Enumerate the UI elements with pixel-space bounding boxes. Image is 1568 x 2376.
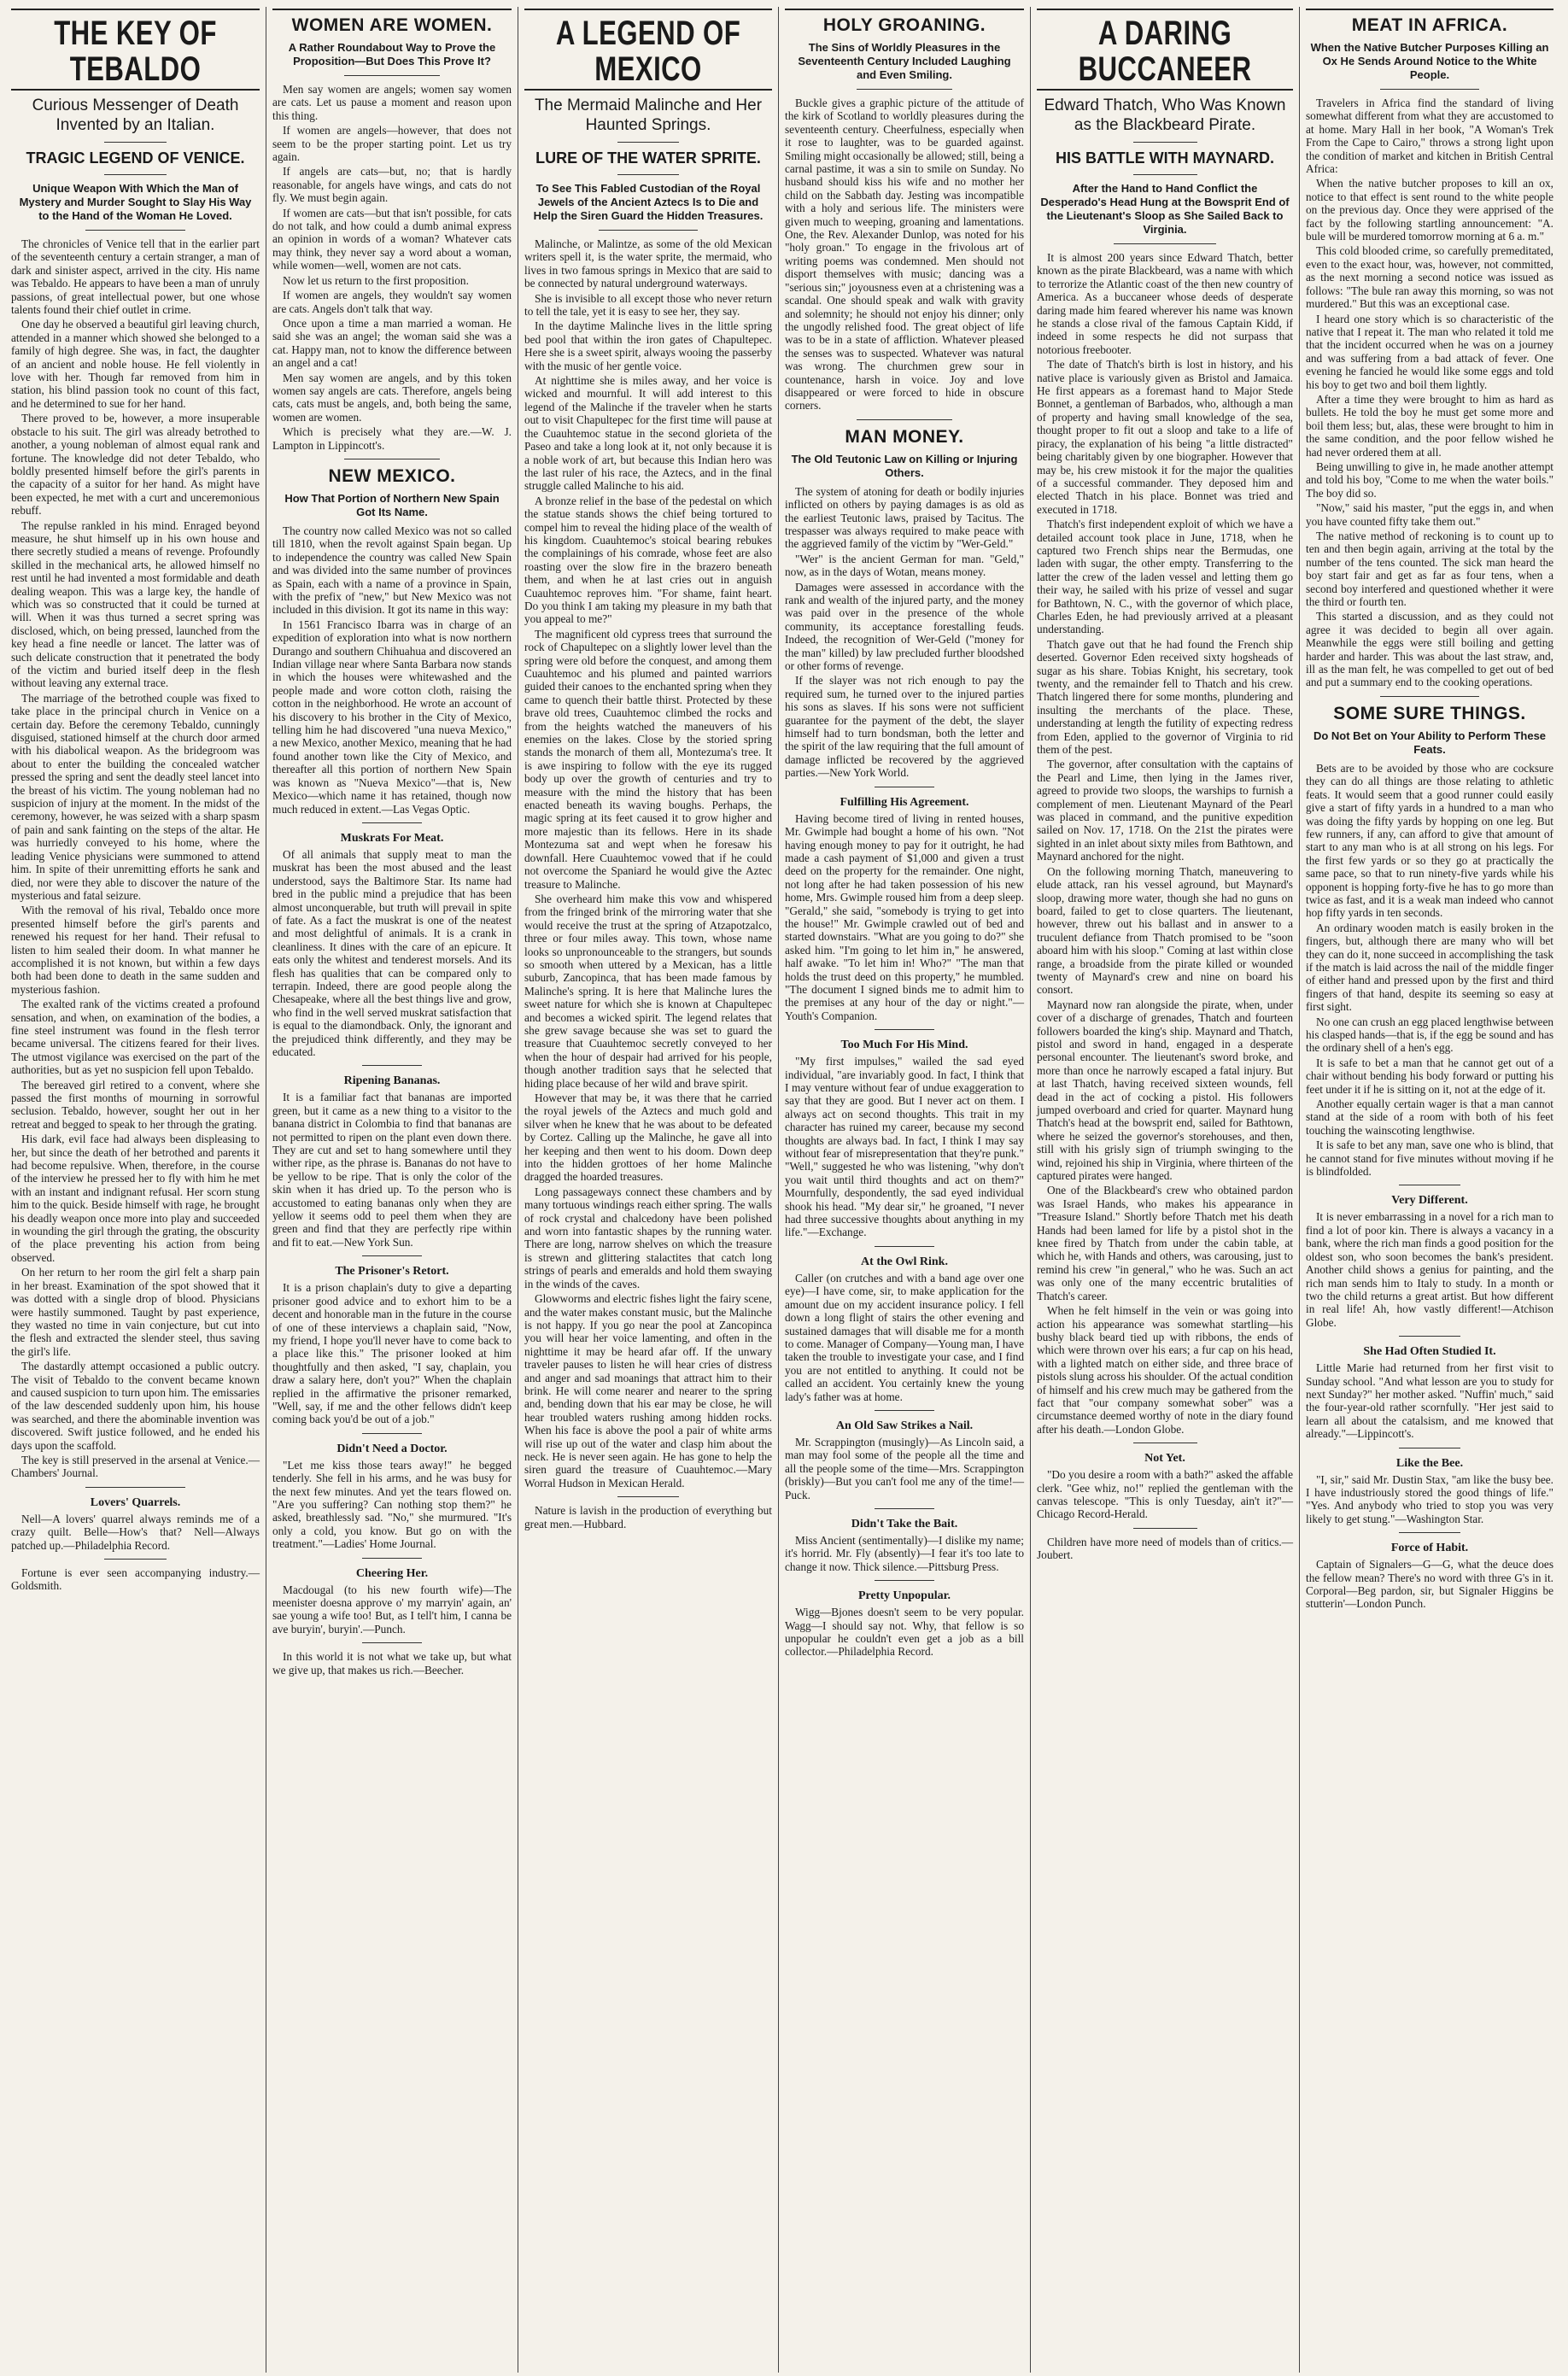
deck: Curious Messenger of Death Invented by an Italian. <box>32 97 239 134</box>
article-paragraph: After a time they were brought to him as hard as bullets. He told the boy he must get some more and boil them less; but, alas, these were brought to him in the same condition, and the poor fellow wished he had never ordered them at all. <box>1306 392 1553 459</box>
item-title: Force of Habit. <box>1390 1542 1469 1555</box>
subhead: LURE OF THE WATER SPRITE. <box>535 149 761 167</box>
article-paragraph: If women are angels—however, that does not seem to be the proper starting point. Let us try again. <box>272 124 512 164</box>
column-daring-buccaneer <box>1030 7 1299 2373</box>
item-text: Nature is lavish in the production of everything but great men.—Hubbard. <box>524 1504 772 1530</box>
divider <box>344 75 440 76</box>
divider <box>362 1558 422 1559</box>
divider <box>875 1580 934 1581</box>
item-title: At the Owl Rink. <box>861 1255 948 1268</box>
deck: The Mermaid Malinche and Her Haunted Springs. <box>534 97 763 134</box>
article-paragraph: The dastardly attempt occasioned a public outcry. The visit of Tebaldo to the convent became known and caused suspicion to turn upon him. The emissaries of the law descended suddenly upon him, his house was searched, and there the abominable invention was discovered. Swift justice followed, and he ended his days upon the scaffold. <box>11 1360 260 1452</box>
column-top-rule <box>1306 9 1553 10</box>
article-paragraph: She overheard him make this vow and whispered from the fringed brink of the mirroring water that she would receive the trust at the spring of Atzapotzalco, three or four miles away. This town, whose name looks so unpronounceable to the strangers, but sounds so smooth when uttered by a Mexican, has a little suburb, Zancopinca, that has been made famous by Malinche's spring. It is here that Malinche lures the sweet nature for which she is known at Chapultepec and becomes a wicked spirit. The legend relates that she grew savage because she was set to guard the treasure that Cuauhtemoc secretly conveyed to her when the hour of despair had arrived for his people, though another tradition says that he selected that hiding place because of her wild and brave spirit. <box>524 892 772 1090</box>
section-summary: How That Portion of Northern New Spain Got Its Name. <box>284 491 500 518</box>
article-paragraph: Glowworms and electric fishes light the fairy scene, and the water makes constant music, but the Malinche is not happy. If you go near the pool at Zancopinca you will hear her voice lamenting, and often in the nighttime it may be heard afar off. If the unwary traveler pauses to listen he will hear cries of distress and anger and sad moanings that attract him to their brink. He will come nearer and nearer to the spring and, bending down that his ear may be close, he will hear troubled waters rushing among hidden rocks. When his face is above the pool a pair of white arms will rise up out of the water and clasp him about the neck. He is never seen again. He has gone to help the siren guard the treasure of Cuauhtemoc.—Mary Worral Hudson in Mexican Herald. <box>524 1292 772 1489</box>
article-paragraph: One of the Blackbeard's crew who obtained pardon was Israel Hands, who makes his appearance in "Treasure Island." Shortly before Thatch met his death Hands had been lamed for life by a pistol shot in the knee fired by Thatch from under the cabin table, at which he, with Hands and others, was carousing, just to remind his crew "in general," who he was. Such an act was only one of the many eccentric brutalities of Thatch's career. <box>1037 1184 1293 1302</box>
divider <box>875 1410 934 1411</box>
headline: HOLY GROANING. <box>822 15 986 35</box>
article-paragraph: On the following morning Thatch, maneuvering to elude attack, ran his vessel aground, but Maynard's sloop, drawing more water, though she had no guns on board, failed to get to close quarters. The lieutenant, however, threw out his ballast and in answer to a truculent defiance from Thatch promised to be "soon aboard him with his sloop." Coming at last within close range, a broadside from the pirate killed or wounded twenty of Maynard's crew and nine on board his consort. <box>1037 864 1293 997</box>
article-paragraph: When the native butcher proposes to kill an ox, notice to that effect is sent round to the white people on the previous day. Once they were apprised of the fact by the following startling announcement: "A. bule will be murdered tomorrow morning at 6 a. m." <box>1306 177 1553 243</box>
article-paragraph: Now let us return to the first proposition. <box>283 273 469 287</box>
section-title: MAN MONEY. <box>845 426 964 447</box>
column-legend-of-mexico <box>518 7 778 2373</box>
item-text: Wigg—Bjones doesn't seem to be very popular. Wagg—I should say not. Why, that fellow is so unpopular he couldn't even get a job as a bill collector.—Philadelphia Record. <box>785 1606 1024 1659</box>
article-paragraph: His dark, evil face had always been displeasing to her, but since the death of her betrothed and parents it had become repulsive. When, therefore, in the course of the interview he pressed her to fly with him he met with an instant and indignant refusal. Her scorn stung him to the quick. Beside himself with rage, he brought his deadly weapon once more into play and succeeded in wounding the girl through the grating, the obscurity of the place preventing his action from being observed. <box>11 1132 260 1264</box>
divider <box>857 419 952 420</box>
subhead: TRAGIC LEGEND OF VENICE. <box>26 149 245 167</box>
article-paragraph: This started a discussion, and as they could not agree it was decided to begin all over again. Meanwhile the eggs were still boiling and getting harder and harder. This was about the last straw, and, ill as the man felt, he was compelled to get out of bed and put a summary end to the cooking operations. <box>1306 610 1553 689</box>
item-title: Very Different. <box>1391 1194 1468 1208</box>
summary: A Rather Roundabout Way to Prove the Proposition—But Does This Prove It? <box>288 41 496 67</box>
article-paragraph: It is almost 200 years since Edward Thatch, better known as the pirate Blackbeard, was a name with which to terrorize the Atlantic coast of the then new country of America. As a buccaneer whose deeds of desperate daring made him feared wherever his name was known he stands a close rival of the famous Captain Kidd, if indeed in some respects he did not surpass that notorious freebooter. <box>1037 251 1293 356</box>
article-paragraph: When he felt himself in the vein or was going into action his appearance was somewhat startling—his bushy black beard tied up with ribbons, the ends of which were thrown over his ears; a fur cap on his head, with a lighted match on either side, and three brace of pistols slung across his shoulder. Of the actual condition of himself and his crew much may be gathered from the fact that "our company somewhat sober" was a circumstance deemed worthy of note in the diary found after his death.—London Globe. <box>1037 1304 1293 1436</box>
divider <box>1133 1528 1197 1529</box>
divider <box>104 1559 167 1560</box>
item-text: In this world it is not what we take up, but what we give up, that makes us rich.—Beecher. <box>272 1650 512 1677</box>
headline: WOMEN ARE WOMEN. <box>291 15 493 35</box>
section-summary: The Old Teutonic Law on Killing or Injuring Others. <box>791 452 1018 479</box>
article-paragraph: Buckle gives a graphic picture of the attitude of the kirk of Scotland to worldly pleasures during the seventeenth century. Cheerfulness, especially when it rose to laughter, was to be guarded against. Smiling might occasionally be allowed; still, being a carnal pastime, it was a sin to smile on Sunday. No husband should kiss his wife and no mother her child on the Sabbath day. Jesting was incompatible with a holy and serious life. The ministers were given much to weeping, groaning and lamentations. One, the Rev. Alexander Dunlop, was noted for his "holy groan." To engage in the frivolous art of writing poems was condemned. Men should not disport themselves with music; dancing was a "serious sin;" joyousness even at a christening was a scandal. One should speak and walk with gravity and solemnity; he should not enjoy his dinner; only the ungodly relished food. The great object of life was to be in a state of affliction. Whatever pleased the senses was to suspected. Whatever was natural was wrong. The churchmen grew sour in countenance, harsh in voice. Joy and love disappeared or were forced to hide in obscure corners. <box>785 97 1024 413</box>
article-paragraph: The country now called Mexico was not so called till 1810, when the revolt against Spain began. Up to independence the country was called New Spain and was divided into the same number of provinces as Spain, each with a name of a province in Spain, with the prefix of "new," but New Mexico was not included in this division. It got its name in this way: <box>272 524 512 617</box>
article-paragraph: There proved to be, however, a more insuperable obstacle to his suit. The girl was already betrothed to another, a young nobleman of almost equal rank and fortune. The knowledge did not deter Tebaldo, who boldly presented himself before the girl's parents in the capacity of a suitor for her hand. As might have been expected, he met with a curt and unceremonious rebuff. <box>11 412 260 518</box>
article-paragraph: Being unwilling to give in, he made another attempt and told his boy, "Come to me when the water boils." The boy did so. <box>1306 459 1553 500</box>
article-paragraph: This cold blooded crime, so carefully premeditated, even to the exact hour, was, however, not committed, as the next morning a second notice was issued as follows: "The bule ran away this morning, so was not murdered." But this was an exceptional case. <box>1306 244 1553 311</box>
article-paragraph: The chronicles of Venice tell that in the earlier part of the seventeenth century a certain stranger, a man of dark and sinister aspect, arrived in the city. His name was Tebaldo. He appears to have been a man of unruly passions, of great intellectual power, but one whose talents found their chief outlet in crime. <box>11 237 260 317</box>
article-paragraph: The date of Thatch's birth is lost in history, and his native place is variously given as Bristol and Jamaica. He first appears as a foremast hand to Major Stede Bonnet, a gentleman of Barbados, who, although a man of property and having small knowledge of the sea, thought proper to fit out a sloop and take to a life of piracy, the explanation of his being "a little distracted" being charitably given by one biographer. However that may be, his crew mistook it for the major the qualities of a successful commander. They deposed him and elected Thatch in his place. Bonnet was tried and executed in 1718. <box>1037 358 1293 516</box>
item-title: The Prisoner's Retort. <box>335 1265 449 1279</box>
column-top-rule <box>785 9 1024 10</box>
article-paragraph: Thatch's first independent exploit of which we have a detailed account took place in June, 1718, when he captured two French ships near the Bermudas, one laden with sugar, the other empty. Transferring to the latter the crew of the laden vessel and letting them go their way, he sailed with his prize of vessel and sugar for Bathtown, N. C., with the governor of which place, Charles Eden, he had previously arrived at a pleasant understanding. <box>1037 518 1293 636</box>
item-text: It is a prison chaplain's duty to give a departing prisoner good advice and to exhort him to be a decent and honorable man in the future in the course of one of these interviews a chaplain said, "Now, my friend, I hope you'll never have to come back to a place like this." The prisoner looked at him thoughtfully and then asked, "I say, chaplain, you draw a salary here, don't you?" When the chaplain replied in the affirmative the prisoner remarked, "Well, say, if me and the other fellows didn't keep coming back you'd be out of a job." <box>272 1281 512 1426</box>
article-paragraph: The governor, after consultation with the captains of the Pearl and Lime, then lying in the James river, agreed to provide two sloops, the warships to furnish a complement of men. Lieutenant Maynard of the Pearl was placed in command, and the punitive expedition sailed on Nov. 17, 1718. On the 21st the pirates were sighted in an inlet about sixty miles from Bathtown, and Maynard anchored for the night. <box>1037 758 1293 863</box>
section-title: NEW MEXICO. <box>328 465 456 486</box>
column-meat-in-africa <box>1299 7 1559 2373</box>
newspaper-columns <box>5 7 1563 2373</box>
article-paragraph: "Now," said his master, "put the eggs in, and when you have counted fifty take them out." <box>1306 501 1553 528</box>
divider <box>857 89 952 90</box>
item-text: It is never embarrassing in a novel for a rich man to find a lot of poor kin. There is always a vacancy in a bank, where the rich man finds a good position for the oldest son, who soon becomes the bank's president. Another child shows a genius for painting, and the rich man sends him to Italy to study. In a month or two the child returns a great artist. But how different in real life! Ah, how vastly different!—Atchison Globe. <box>1306 1210 1553 1329</box>
divider <box>1399 1336 1461 1337</box>
divider <box>85 230 184 231</box>
item-title: Didn't Take the Bait. <box>851 1517 958 1530</box>
item-title: Muskrats For Meat. <box>340 831 444 845</box>
headline: THE KEY OF TEBALDO <box>54 15 217 88</box>
article-paragraph: One day he observed a beautiful girl leaving church, attended in a manner which showed she belonged to a family of high degree. She was, in fact, the daughter of an ancient and noble house. He fell violently in love with her. Though far removed from him in station, his blind passion took no count of this fact, and he determined to sue for her hand. <box>11 318 260 410</box>
article-paragraph: Men say women are angels, and by this token women say angels are cats. Therefore, angels being cats, cats must be angels, and, both being the same, women are women. <box>272 371 512 424</box>
item-text: Children have more need of models than of critics.—Joubert. <box>1037 1535 1293 1562</box>
column-women-are-women <box>266 7 518 2373</box>
divider <box>1380 696 1479 697</box>
article-paragraph: The magnificent old cypress trees that surround the rock of Chapultepec on a slightly lower level than the spring were old before the conquest, and among them Cuauhtemoc and his plumed and painted warriors guided their canoes to the enchanted spring when they came to quench their battle thirst. Protected by these brave old trees, Cuauhtemoc climbed the rocks and from the heights watched the maneuvers of his enemies on the lakes. Close by the storied spring stands the monarch of them all, Montezuma's tree. It is awe inspiring to follow with the eye its rugged body up over the growth of centuries and try to measure with the mind the history that has been enacted beneath its waving boughs. Perhaps, the magic spring at its feet caused it to grow higher and more majestic than its fellows. Here in its shade Montezuma sat and wept when he foresaw his downfall. Here Cuauhtemoc vowed that if he could not overcome the Spaniard he would give the Aztec treasure to Malinche. <box>524 627 772 891</box>
article-paragraph: If women are cats—but that isn't possible, for cats do not talk, and how could a dumb animal express an opinion in words of a woman? Whatever cats may think, they never say a word about a woman, while women—well, women are not cats. <box>272 206 512 272</box>
item-title: Too Much For His Mind. <box>840 1039 968 1052</box>
divider <box>875 1246 934 1247</box>
divider <box>1380 89 1479 90</box>
item-text: Mr. Scrappington (musingly)—As Lincoln said, a man may fool some of the people all the time and all the people some of the time—Mrs. Scrappington (briskly)—But you can't fool me any of the time!—Puck. <box>785 1435 1024 1501</box>
article-paragraph: Travelers in Africa find the standard of living somewhat different from what they are accustomed to at home. Mary Hall in her book, "A Woman's Trek From the Cape to Cairo," throws a strong light upon the condition of market and kitchen in British Central Africa: <box>1306 97 1553 176</box>
item-text: Fortune is ever seen accompanying industry.—Goldsmith. <box>11 1566 260 1593</box>
divider <box>1133 142 1197 143</box>
item-text: "My first impulses," wailed the sad eyed individual, "are invariably good. In fact, I think that I may venture without fear of undue exaggeration to say that they are good. But I never act on them. I always act on second thoughts. This trait in my character has ruined my career, because my second thoughts are always bad. In fact, I think I may say without fear of misrepresentation that they're punk." "Well," suggested he who was listening, "why don't you wait until third thoughts and act on them?" Mournfully, despondently, the sad eyed individual shook his head. "My dear sir," he groaned, "I never had three successive thoughts about anything in my life."—Exchange. <box>785 1055 1024 1239</box>
article-paragraph: The key is still preserved in the arsenal at Venice.—Chambers' Journal. <box>11 1453 260 1480</box>
article-paragraph: If the slayer was not rich enough to pay the required sum, he turned over to the injured parties his sons as slaves. If his sons were not sufficient guarantee for the payment of the debt, the slayer himself had to turn bondsman, both the letter and the spirit of the law requiring that the full amount of damage inflicted be recovered by the aggrieved parties.—New York World. <box>785 674 1024 780</box>
item-text: "I, sir," said Mr. Dustin Stax, "am like the busy bee. I have industriously stored the good things of life." "Yes. And anybody who tried to stop you was very likely to get stung."—Washington Star. <box>1306 1472 1553 1525</box>
article-paragraph: The repulse rankled in his mind. Enraged beyond measure, he shut himself up in his own house and there secretly studied a means of revenge. Profoundly skilled in the mechanical arts, he allowed himself no rest until he had invented a most formidable and death dealing weapon. This was a large key, the handle of which was so constructed that it could be turned at will. When it was thus turned a secret spring was disclosed, which, on being pressed, launched from the key head a fine needle or lancet. The latter was of such delicate construction that it penetrated the body of the victim and buried itself deep in the flesh without leaving any external trace. <box>11 518 260 690</box>
item-title: Not Yet. <box>1144 1452 1185 1466</box>
section-summary: Do Not Bet on Your Ability to Perform These Feats. <box>1313 729 1547 756</box>
summary: Unique Weapon With Which the Man of Mystery and Murder Sought to Slay His Way to the Hand of the Woman He Loved. <box>19 182 252 222</box>
item-text: Nell—A lovers' quarrel always reminds me of a crazy quilt. Belle—How's that? Nell—Always patched up.—Philadelphia Record. <box>11 1512 260 1552</box>
article-paragraph: No one can crush an egg placed lengthwise between his clasped hands—that is, if the egg be sound and has the ordinary shell of a hen's egg. <box>1306 1015 1553 1055</box>
divider <box>1114 243 1216 244</box>
divider <box>85 1487 184 1488</box>
headline: A LEGEND OF MEXICO <box>555 15 741 88</box>
divider <box>362 822 422 823</box>
divider <box>1399 1532 1461 1533</box>
column-top-rule <box>524 9 772 10</box>
divider <box>362 1433 422 1434</box>
divider <box>617 174 680 175</box>
divider <box>362 1065 422 1066</box>
divider <box>1133 174 1197 175</box>
summary: When the Native Butcher Purposes Killing an Ox He Sends Around Notice to the White People. <box>1310 41 1549 81</box>
item-title: Lovers' Quarrels. <box>90 1495 181 1509</box>
article-paragraph: Another equally certain wager is that a man cannot stand at the side of a room with both of his feet touching the wainscoting lengthwise. <box>1306 1097 1553 1137</box>
article-paragraph: The exalted rank of the victims created a profound sensation, and when, on examination of the bodies, a fine steel instrument was found in the flesh terror became universal. The citizens feared for their lives. The utmost vigilance was exercised on the part of the authorities, but as yet no suspicion fell upon Tebaldo. <box>11 998 260 1077</box>
article-paragraph: The system of atoning for death or bodily injuries inflicted on others by paying damages is as old as the earliest Teutonic laws, praised by Tacitus. The trespasser was always required to make peace with the aggrieved family of the victim by "Wer-Geld." <box>785 484 1024 551</box>
item-title: Pretty Unpopular. <box>857 1589 951 1603</box>
item-title: Cheering Her. <box>355 1566 429 1580</box>
section-title: SOME SURE THINGS. <box>1333 703 1526 723</box>
column-top-rule <box>272 9 512 10</box>
item-text: Captain of Signalers—G—G, what the deuce does the fellow mean? There's no word with three G's in it. Corporal—Beg pardon, sir, but Signaler Higgins be stutterin'—London Punch. <box>1306 1558 1553 1611</box>
article-paragraph: Damages were assessed in accordance with the rank and wealth of the injured party, and the money was paid over in the presence of the whole community, its acceptance forestalling feuds. Indeed, the recognition of Wer-Geld ("money for the man" killed) by law precluded further bloodshed or other forms of revenge. <box>785 580 1024 673</box>
item-text: Caller (on crutches and with a band age over one eye)—I have come, sir, to make application for the amount due on my accident insurance policy. I fell down a long flight of stairs the other evening and sustained damages that will disable me for a month to come. Manager of Company—Young man, I have taken the trouble to investigate your case, and I find you are not entitled to anything. It could not be called an accident. You certainly knew the young lady's father was at home. <box>785 1271 1024 1403</box>
article-paragraph: If angels are cats—but, no; that is hardly reasonable, for angels have wings, and cats do not fly. We must begin again. <box>272 165 512 205</box>
article-paragraph: In the daytime Malinche lives in the little spring bed pool that within the iron gates of Chapultepec. Here she is a sweet spirit, always wooing the passerby with the music of her gentle voice. <box>524 319 772 372</box>
article-paragraph: The marriage of the betrothed couple was fixed to take place in the principal church in Venice on a certain day. Before the ceremony Tebaldo, cunningly disguised, stationed himself at the church door armed with his diabolical weapon. As the bridegroom was about to enter the building the concealed watcher pressed the spring and sent the deadly steel lancet into the breast of his victim. The young nobleman had no suspicion of injury at the moment. In the midst of the ceremony, however, he was seized with a sharp spasm of pain and sank fainting on the steps of the altar. He was hurriedly conveyed to his home, where the leading Venice physicians were summoned to attend him. In spite of their unremitting efforts he sank and died, nor were they able to discover the nature of the mysterious and fatal seizure. <box>11 691 260 902</box>
item-text: "Let me kiss those tears away!" he begged tenderly. She fell in his arms, and he was busy for the next few minutes. And yet the tears flowed on. "Are you suffering? Can nothing stop them?" he asked, breathlessly sad. "No," she murmured. "It's only a cold, you know. But go on with the treatment."—Ladies' Home Journal. <box>272 1458 512 1551</box>
subhead: HIS BATTLE WITH MAYNARD. <box>1056 149 1274 167</box>
divider <box>362 1255 422 1256</box>
article-paragraph: At nighttime she is miles away, and her voice is wicked and mournful. It will add interest to this legend of the Malinche if the traveler when he starts out to visit Chapultepec for the first time will pause at the Cuauhtemoc statue in the second glorieta of the Paseo and take a long look at it, not only because it is a noble work of art, but because this Indian hero was the last ruler of his race, the Aztecs, and in the final struggle called Malinche to his aid. <box>524 374 772 493</box>
divider <box>617 142 680 143</box>
summary: After the Hand to Hand Conflict the Desperado's Head Hung at the Bowsprit End of the Lieutenant's Sloop as She Sailed Back to Virginia. <box>1040 182 1290 236</box>
column-top-rule <box>1037 9 1293 10</box>
deck: Edward Thatch, Who Was Known as the Blackbeard Pirate. <box>1044 97 1286 134</box>
article-paragraph: However that may be, it was there that he carried the royal jewels of the Aztecs and much gold and silver when he knew that he was about to be defeated by Cortez. Calling up the Malinche, he gave all into her keeping and then went to his doom. Down deep into the hidden grottoes of her home Malinche dragged the hoarded treasures. <box>524 1091 772 1184</box>
article-paragraph: Long passageways connect these chambers and by many tortuous windings reach either spring. The walls of rock crystal and chalcedony have been polished and worn into fantastic shapes by the running water. There are long, narrow shelves on which the treasure is strewn and glittering stalactites that catch long strings of pearls and emeralds and hold them swaying in the winds of the caves. <box>524 1185 772 1290</box>
article-paragraph: I heard one story which is so characteristic of the native that I repeat it. The man who related it told me that the incident occurred when he was on a journey and was suffering from a bad attack of fever. One evening he fancied he would like some eggs and told his boy to get two and boil them lightly. <box>1306 312 1553 391</box>
article-paragraph: Men say women are angels; women say women are cats. Let us pause a moment and reason upon this thing. <box>272 83 512 122</box>
column-holy-groaning <box>778 7 1030 2373</box>
item-title: Like the Bee. <box>1395 1456 1464 1470</box>
item-text: It is a familiar fact that bananas are imported green, but it came as a new thing to a visitor to the banana district in Colombia to find that bananas are not permitted to ripen on the plant even down there. They are cut and set to hang somewhere until they wither ripe, as the phrase is. Bananas do not have to be yellow to be ripe. That is only the color of the skin when it has dried up. To the person who is accustomed to eating bananas only when they are yellow it seems odd to peel them when they are green and find that they are perfectly ripe within and fit to eat.—New York Sun. <box>272 1091 512 1249</box>
item-text: "Do you desire a room with a bath?" asked the affable clerk. "Gee whiz, no!" replied the gentleman with the canvas telescope. "This is only Tuesday, ain't it?"—Chicago Record-Herald. <box>1037 1468 1293 1521</box>
headline-rule <box>524 89 772 91</box>
item-title: Didn't Need a Doctor. <box>336 1442 448 1455</box>
headline: MEAT IN AFRICA. <box>1351 15 1508 35</box>
article-paragraph: Bets are to be avoided by those who are cocksure they can do all things are those relating to athletic feats. It would seem that a good runner could easily give a start of fifty yards in a hundred to a man who was doing the fifty yards by hopping on one leg. But few runners, if any, can afford to give that amount of start to any man who is at all strong on his legs. For the first few yards or so they go at practically the same pace, so that to run ninety-five yards while his opponent is hopping forty-five he has to go more than twice as fast, and it is a weak man indeed who cannot hop fifty yards in ten seconds. <box>1306 761 1553 920</box>
divider <box>362 1642 422 1643</box>
item-text: Having become tired of living in rented houses, Mr. Gwimple had bought a home of his own. "Not having enough money to pay for it outright, he had made a cash payment of $1,000 and given a trust deed on the property for the remainder. One night, not long after he had taken possession of his new home, Mrs. Gwimple roused him from a deep sleep. "Gerald," she said, "somebody is trying to get into the house!" Mr. Gwimple crawled out of bed and started downstairs. "What are you going to do?" she asked him. "I'm going to let him in," he answered, half awake. "To let him in! Who?" "The man that holds the trust deed on this property," he mumbled. "The document I signed binds me to admit him to the premises at any hour of the day or night."—Youth's Companion. <box>785 811 1024 1022</box>
article-paragraph: Thatch gave out that he had found the French ship deserted. Governor Eden received sixty hogsheads of sugar as his share. Tobias Knight, his secretary, took twenty, and the remainder fell to Thatch and his crew. Thatch lingered there for some months, plundering and insulting the merchants of the place. These, understanding at length the futility of expecting redress from Eden, applied to the governor of Virginia to rid them of the pest. <box>1037 637 1293 757</box>
divider <box>875 1029 934 1030</box>
item-text: Of all animals that supply meat to man the muskrat has been the most abused and the least understood, says the Baltimore Star. Its name had bred in the public mind a prejudice that has been almost unconquerable, but truth will prevail in spite of fate. As a fact the muskrat is one of the neatest and most delightful of animals. It is a crank in cleanliness. It dines with the care of an epicure. It eats only the whitest and tenderest morsels. And its flesh has qualities that can be compared only to terrapin. Indeed, there are good people along the Chesapeake, where all the best things live and grow, who find in the well served muskrat satisfaction that is equal to the diamondback. Only, the ignorant and the prejudiced think differently, and they may be educated. <box>272 847 512 1058</box>
article-paragraph: Once upon a time a man married a woman. He said she was an angel; the woman said she was a cat. Happy man, not to know the difference between an angel and a cat! <box>272 316 512 370</box>
article-paragraph: With the removal of his rival, Tebaldo once more presented himself before the girl's parents and renewed his request for her hand. Their refusal to listen to him sealed their doom. In what manner he accomplished it is not known, but within a few days both had been done to death in the same sudden and mysterious fashion. <box>11 904 260 996</box>
item-text: Miss Ancient (sentimentally)—I dislike my name; it's horrid. Mr. Fly (absently)—I fear it's too late to change it now. Thick silence.—Pittsburg Press. <box>785 1533 1024 1573</box>
item-title: An Old Saw Strikes a Nail. <box>835 1419 974 1432</box>
headline: A DARING BUCCANEER <box>1078 15 1252 88</box>
divider <box>104 142 167 143</box>
article-paragraph: The native method of reckoning is to count up to ten and then begin again, arriving at the total by the number of the tens counted. The sick man heard the boy start fair and get as far as four tens, when a second boy interfered and questioned whether it were the third or fourth ten. <box>1306 530 1553 609</box>
article-paragraph: On her return to her room the girl felt a sharp pain in her breast. Examination of the spot showed that it was dotted with a single drop of blood. Physicians were hastily summoned. Taught by past experience, they wasted no time in vain conjecture, but cut into the flesh and extracted the slender steel, thus saving the girl's life. <box>11 1266 260 1358</box>
item-title: Ripening Bananas. <box>343 1074 441 1088</box>
divider <box>599 230 698 231</box>
article-paragraph: Which is precisely what they are.—W. J. Lampton in Lippincott's. <box>272 425 512 452</box>
column-top-rule <box>11 9 260 10</box>
item-text: Macdougal (to his new fourth wife)—The meenister doesna approve o' my marryin' again, an' sae young a wife too! But, as I tell't him, I canna be ave buryin', buryin'.—Punch. <box>272 1583 512 1636</box>
summary: To See This Fabled Custodian of the Royal Jewels of the Ancient Aztecs Is to Die and Help the Siren Guard the Hidden Treasures. <box>533 182 764 222</box>
article-paragraph: She is invisible to all except those who never return to tell the tale, yet it is easy to see her, they say. <box>524 291 772 319</box>
divider <box>875 1508 934 1509</box>
item-text: Little Marie had returned from her first visit to Sunday school. "And what lesson are you to study for next Sunday?" her mother asked. "Nuffin' much," said the four-year-old rather scornfully. "Her jest said to learn all about the catalsism, and me knowed that already."—Lippincott's. <box>1306 1361 1553 1441</box>
item-title: Fulfilling His Agreement. <box>840 795 969 809</box>
summary: The Sins of Worldly Pleasures in the Seventeenth Century Included Laughing and Even Smiling. <box>798 41 1011 81</box>
divider <box>104 174 167 175</box>
article-paragraph: Malinche, or Malintze, as some of the old Mexican writers spell it, is the water sprite, the mermaid, who lives in two famous springs in Mexico that are said to be connected by natural underground waterways. <box>524 237 772 290</box>
article-paragraph: "Wer" is the ancient German for man. "Geld," now, as in the days of Wotan, means money. <box>785 552 1024 579</box>
article-paragraph: Maynard now ran alongside the pirate, when, under cover of a discharge of grenades, Thatch and fourteen followers boarded the king's ship. Maynard and Thatch, pistol and sword in hand, engaged in a desperate personal encounter. The lieutenant's sword broke, and more than once he narrowly escaped a fatal injury. But at last Thatch, having received sixteen wounds, fell dead in the act of cocking a pistol. His followers jumped overboard and cried for quarter. Maynard hung Thatch's head at the bowsprit end, sailed for Bathtown, where he seized the governor's storehouses, and then, still with his grisly sign of triumph swinging to the wind, rejoined his ship in Virginia, where thirteen of the captured pirates were hanged. <box>1037 998 1293 1183</box>
article-paragraph: An ordinary wooden match is easily broken in the fingers, but, although there are many who will bet they can do it, none succeed in accomplishing the task if the match is laid across the nail of the middle finger of either hand and pressed upon by the first and third fingers of that hand, despite its seeming so easy at first sight. <box>1306 921 1553 1014</box>
article-paragraph: It is safe to bet any man, save one who is blind, that he cannot stand for five minutes without moving if he is blindfolded. <box>1306 1138 1553 1179</box>
divider <box>617 1496 680 1497</box>
article-paragraph: A bronze relief in the base of the pedestal on which the statue stands shows the chief being tortured to compel him to reveal the hiding place of the wealth of his kingdom. Cuauhtemoc's stoical bearing rebukes the complainings of his comrade, whose feet are also roasting over the slow fire in the brazero beneath them, and when he at last cries out in anguish Cuauhtemoc reproves him. "For shame, faint heart. Do you think I am taking my pleasure in my bath that you appeal to me?" <box>524 494 772 626</box>
article-paragraph: If women are angels, they wouldn't say women are cats. Angels don't talk that way. <box>272 289 512 315</box>
item-title: She Had Often Studied It. <box>1363 1345 1496 1359</box>
article-paragraph: It is safe to bet a man that he cannot get out of a chair without bending his body forward or putting his feet under it if he is sitting on it, not at the edge of it. <box>1306 1056 1553 1096</box>
column-key-of-tebaldo <box>5 7 266 2373</box>
headline-rule <box>1037 89 1293 91</box>
article-paragraph: In 1561 Francisco Ibarra was in charge of an expedition of exploration into what is now northern Durango and southern Chihuahua and discovered an Indian village near where Santa Barbara now stands in which the houses were whitewashed and the people made and wore cotton cloth, raising the cotton in the neighborhood. He wrote an account of his discovery to his brother in the City of Mexico, telling him he had discovered "una nueva Mexico," a new Mexico, another Mexico, meaning that he had found another town like the City of Mexico, and thereafter all this portion of northern New Spain was known as "Nueva Mexico"—that is, New Mexico—which name it has retained, though now much reduced in extent.—Las Vegas Optic. <box>272 617 512 816</box>
article-paragraph: The bereaved girl retired to a convent, where she passed the first months of mourning in sorrowful seclusion. Tebaldo, however, sought her out in her retreat and begged to speak to her through the grating. <box>11 1078 260 1131</box>
headline-rule <box>11 89 260 91</box>
